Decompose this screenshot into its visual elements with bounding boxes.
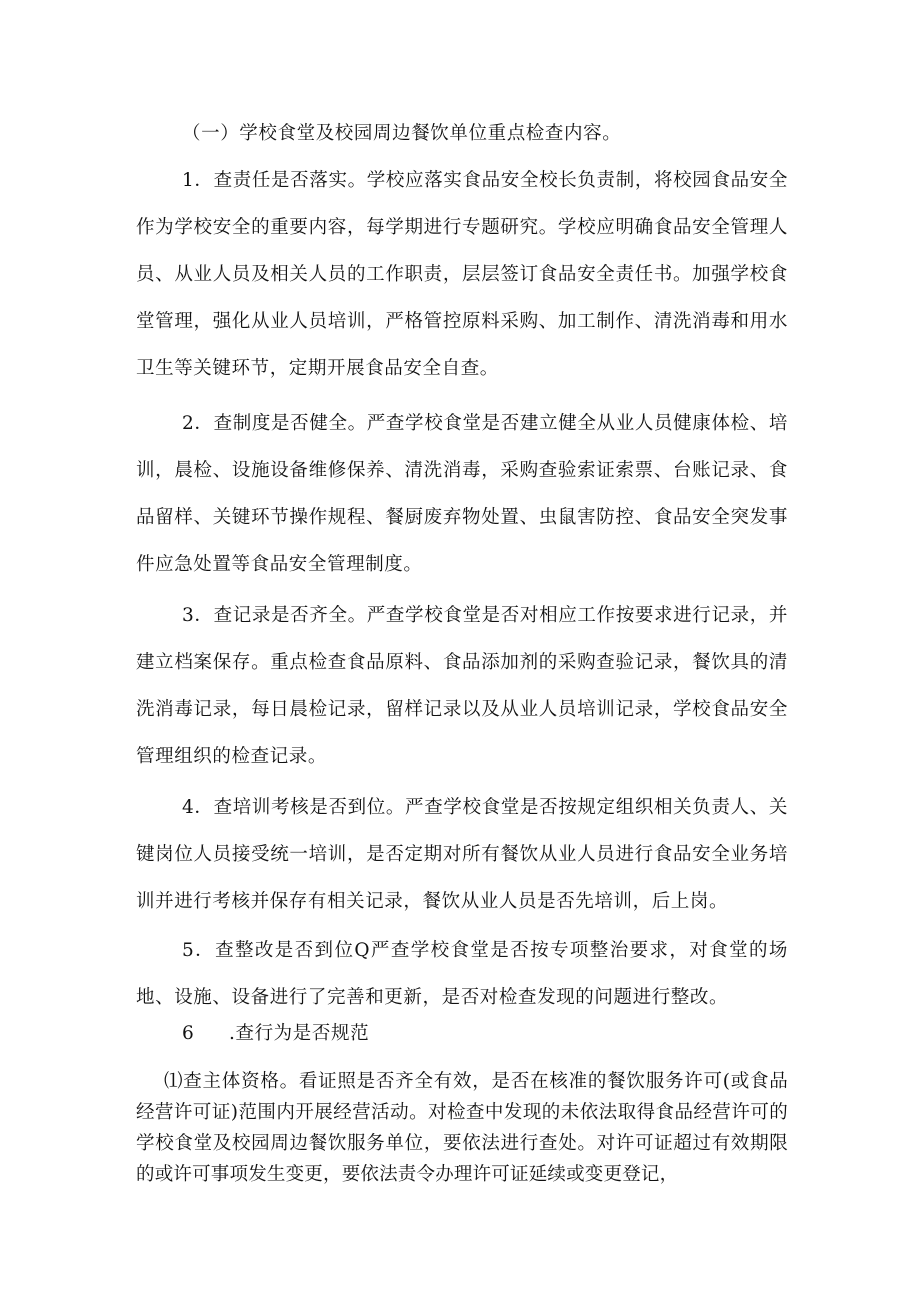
- paragraph-item-1: 1．查责任是否落实。学校应落实食品安全校长负责制，将校园食品安全作为学校安全的重要内容，每学期进行专题研究。学校应明确食品安全管理人员、从业人员及相关人员的工作职责，层层签订食品安全责任书。加强学校食堂管理，强化从业人员培训，严格管控原料采购、加工制作、清洗消毒和用水卫生等关键环节，定期开展食品安全自查。: [136, 170, 788, 379]
- section-heading: （一）学校食堂及校园周边餐饮单位重点检查内容。: [182, 123, 622, 144]
- paragraph-item-2: 2．查制度是否健全。严查学校食堂是否建立健全从业人员健康体检、培训，晨检、设施设备维修保养、清洗消毒，采购查验索证索票、台账记录、食品留样、关键环节操作规程、餐厨废弃物处置、虫鼠害防控、食品安全突发事件应急处置等食品安全管理制度。: [136, 413, 788, 575]
- paragraph-item-6: [182, 1018, 369, 1050]
- paragraph-item-4: 4．查培训考核是否到位。严查学校食堂是否按规定组织相关负责人、关键岗位人员接受统一培训，是否定期对所有餐饮从业人员进行食品安全业务培训并进行考核并保存有相关记录，餐饮从业人员是否先培训，后上岗。: [136, 797, 788, 912]
- paragraph-item-3: 3．查记录是否齐全。严查学校食堂是否对相应工作按要求进行记录，并建立档案保存。重点检查食品原料、食品添加剂的采购查验记录，餐饮具的清洗消毒记录，每日晨检记录，留样记录以及从业人员培训记录，学校食品安全管理组织的检查记录。: [136, 605, 788, 767]
- paragraph-item-5: 5．查整改是否到位Q严查学校食堂是否按专项整治要求，对食堂的场地、设施、设备进行了完善和更新，是否对检查发现的问题进行整改。: [136, 940, 788, 1008]
- item-6-text: .查行为是否规范: [229, 1023, 370, 1044]
- subitem-1-paragraph: ⑴查主体资格。看证照是否齐全有效，是否在核准的餐饮服务许可(或食品经营许可证)范围内开展经营活动。对检查中发现的未依法取得食品经营许可的学校食堂及校园周边餐饮服务单位，要依法进行查处。对许可证超过有效期限的或许可事项发生变更，要依法责令办理许可证延续或变更登记，: [136, 1071, 788, 1185]
- item-6-number: 6: [182, 1023, 195, 1044]
